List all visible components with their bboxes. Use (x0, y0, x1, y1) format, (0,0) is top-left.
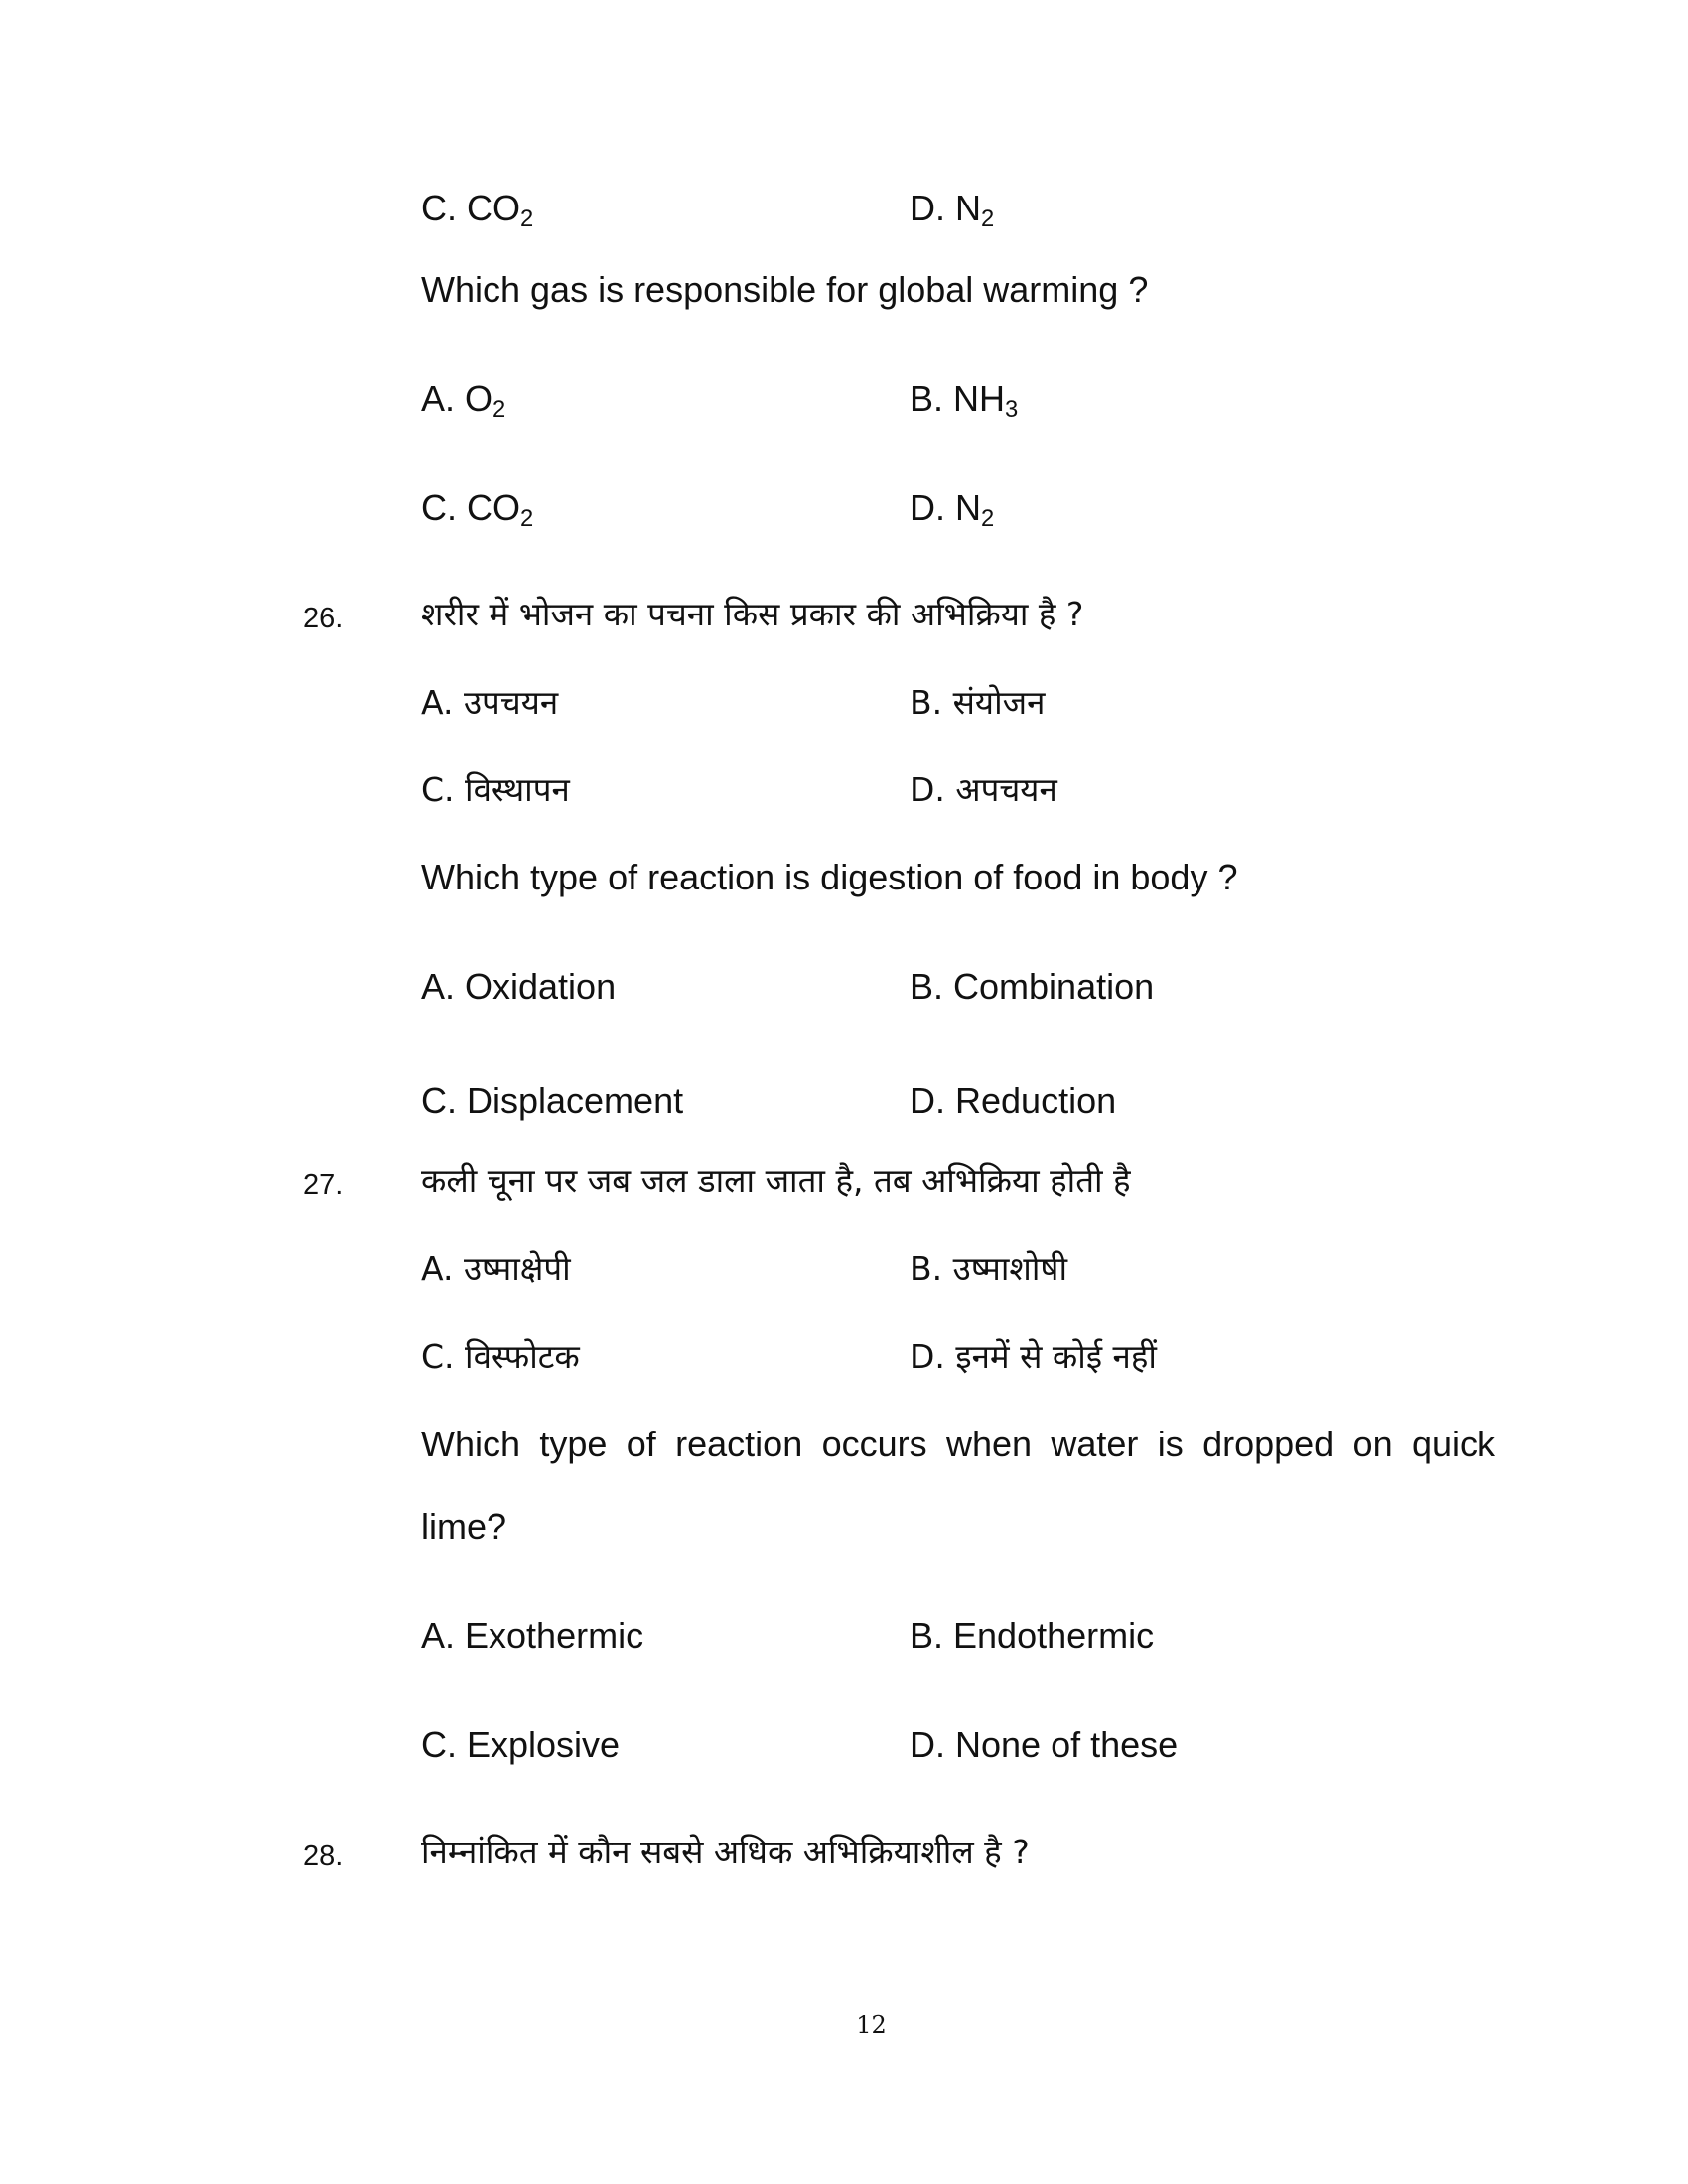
option-c: C. Explosive (421, 1724, 621, 1765)
option-a: A. $O_2$ (421, 378, 506, 423)
option-d: D. Reduction (910, 1080, 1117, 1121)
option-c: C. $CO_2$ (421, 487, 534, 532)
option-a: A. Exothermic (421, 1615, 644, 1656)
question-number: 28. (303, 1841, 344, 1872)
option-a: A. Oxidation (421, 966, 617, 1007)
question-text-en-line-1: Which type of reaction occurs when water is dropped on quick (421, 1424, 1495, 1464)
question-text-hi: कली चूना पर जब जल डाला जाता है, तब अभिक्रिया होती है (421, 1161, 1131, 1200)
option-d: D. $N_2$ (910, 487, 995, 532)
option-a-hi: A. उपचयन (421, 683, 559, 722)
option-a-hi: A. उष्माक्षेपी (421, 1249, 571, 1288)
option-d-hi: D. इनमें से कोई नहीं (910, 1337, 1157, 1376)
option-b-hi: B. संयोजन (910, 683, 1046, 722)
question-text-en-line-2: lime? (421, 1506, 507, 1547)
page-number: 12 (856, 2011, 887, 2039)
option-b: B. Combination (910, 966, 1155, 1007)
question-number: 27. (303, 1169, 344, 1201)
question-text-hi: शरीर में भोजन का पचना किस प्रकार की अभिक्रिया है ? (421, 595, 1084, 633)
option-c: C. $CO_2$ (421, 188, 534, 232)
option-d-hi: D. अपचयन (910, 770, 1057, 809)
question-text-en: Which gas is responsible for global warming ? (421, 269, 1149, 310)
option-c-hi: C. विस्थापन (421, 770, 570, 809)
option-b: B. Endothermic (910, 1615, 1155, 1656)
option-d: D. None of these (910, 1724, 1179, 1765)
question-text-hi: निम्नांकित में कौन सबसे अधिक अभिक्रियाशील है ? (421, 1833, 1030, 1871)
option-b: B. $NH_3$ (910, 378, 1019, 423)
option-c-hi: C. विस्फोटक (421, 1337, 580, 1376)
option-b-hi: B. उष्माशोषी (910, 1249, 1068, 1288)
option-c: C. Displacement (421, 1080, 684, 1121)
option-d: D. $N_2$ (910, 188, 995, 232)
question-number: 26. (303, 603, 344, 634)
question-text-en: Which type of reaction is digestion of food in body ? (421, 857, 1238, 897)
